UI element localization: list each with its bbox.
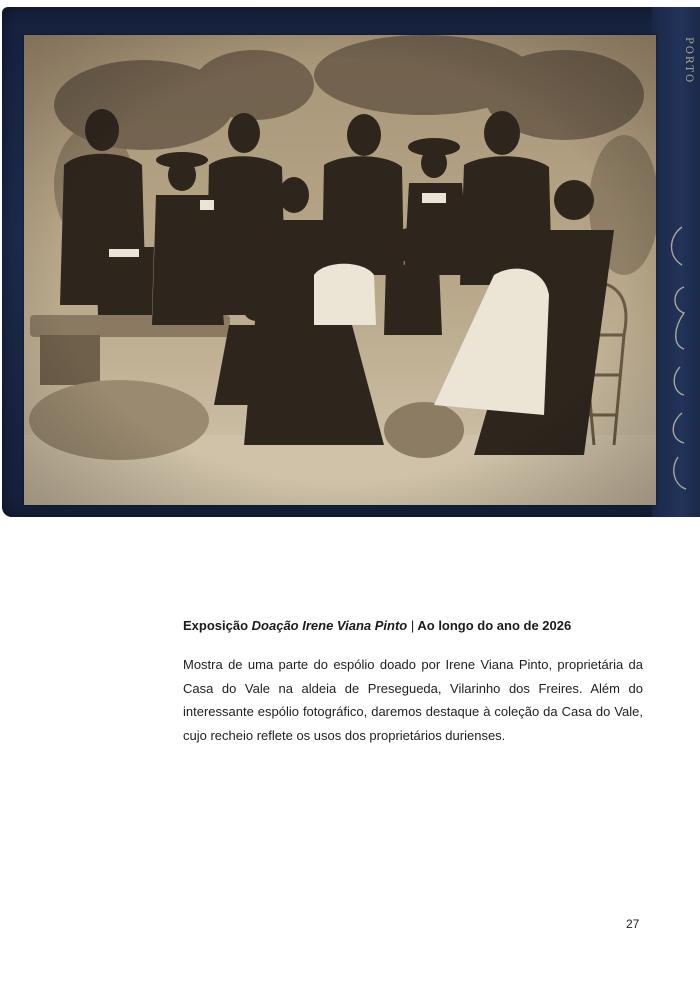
exhibition-period: Ao longo do ano de 2026 — [417, 618, 572, 633]
family-portrait-photo — [24, 35, 656, 505]
exhibition-description: Mostra de uma parte do espólio doado por Irene Viana Pinto, proprietária da Casa do Vale na aldeia de Presegueda, Vilarinho dos Freires. Além do interessante espólio fotográfico, daremos destaque à coleção da Casa do Vale, cujo recheio reflete os usos dos proprietários durienses. — [183, 657, 643, 743]
exhibition-title: Doação Irene Viana Pinto — [251, 618, 408, 633]
heading-prefix: Exposição — [183, 618, 249, 633]
page-number: 27 — [626, 917, 640, 931]
studio-stamp: PORTO — [683, 37, 694, 85]
studio-signature — [664, 217, 692, 507]
photo-mount — [2, 7, 700, 517]
exhibition-heading — [183, 618, 643, 633]
heading-separator: | — [410, 618, 415, 633]
